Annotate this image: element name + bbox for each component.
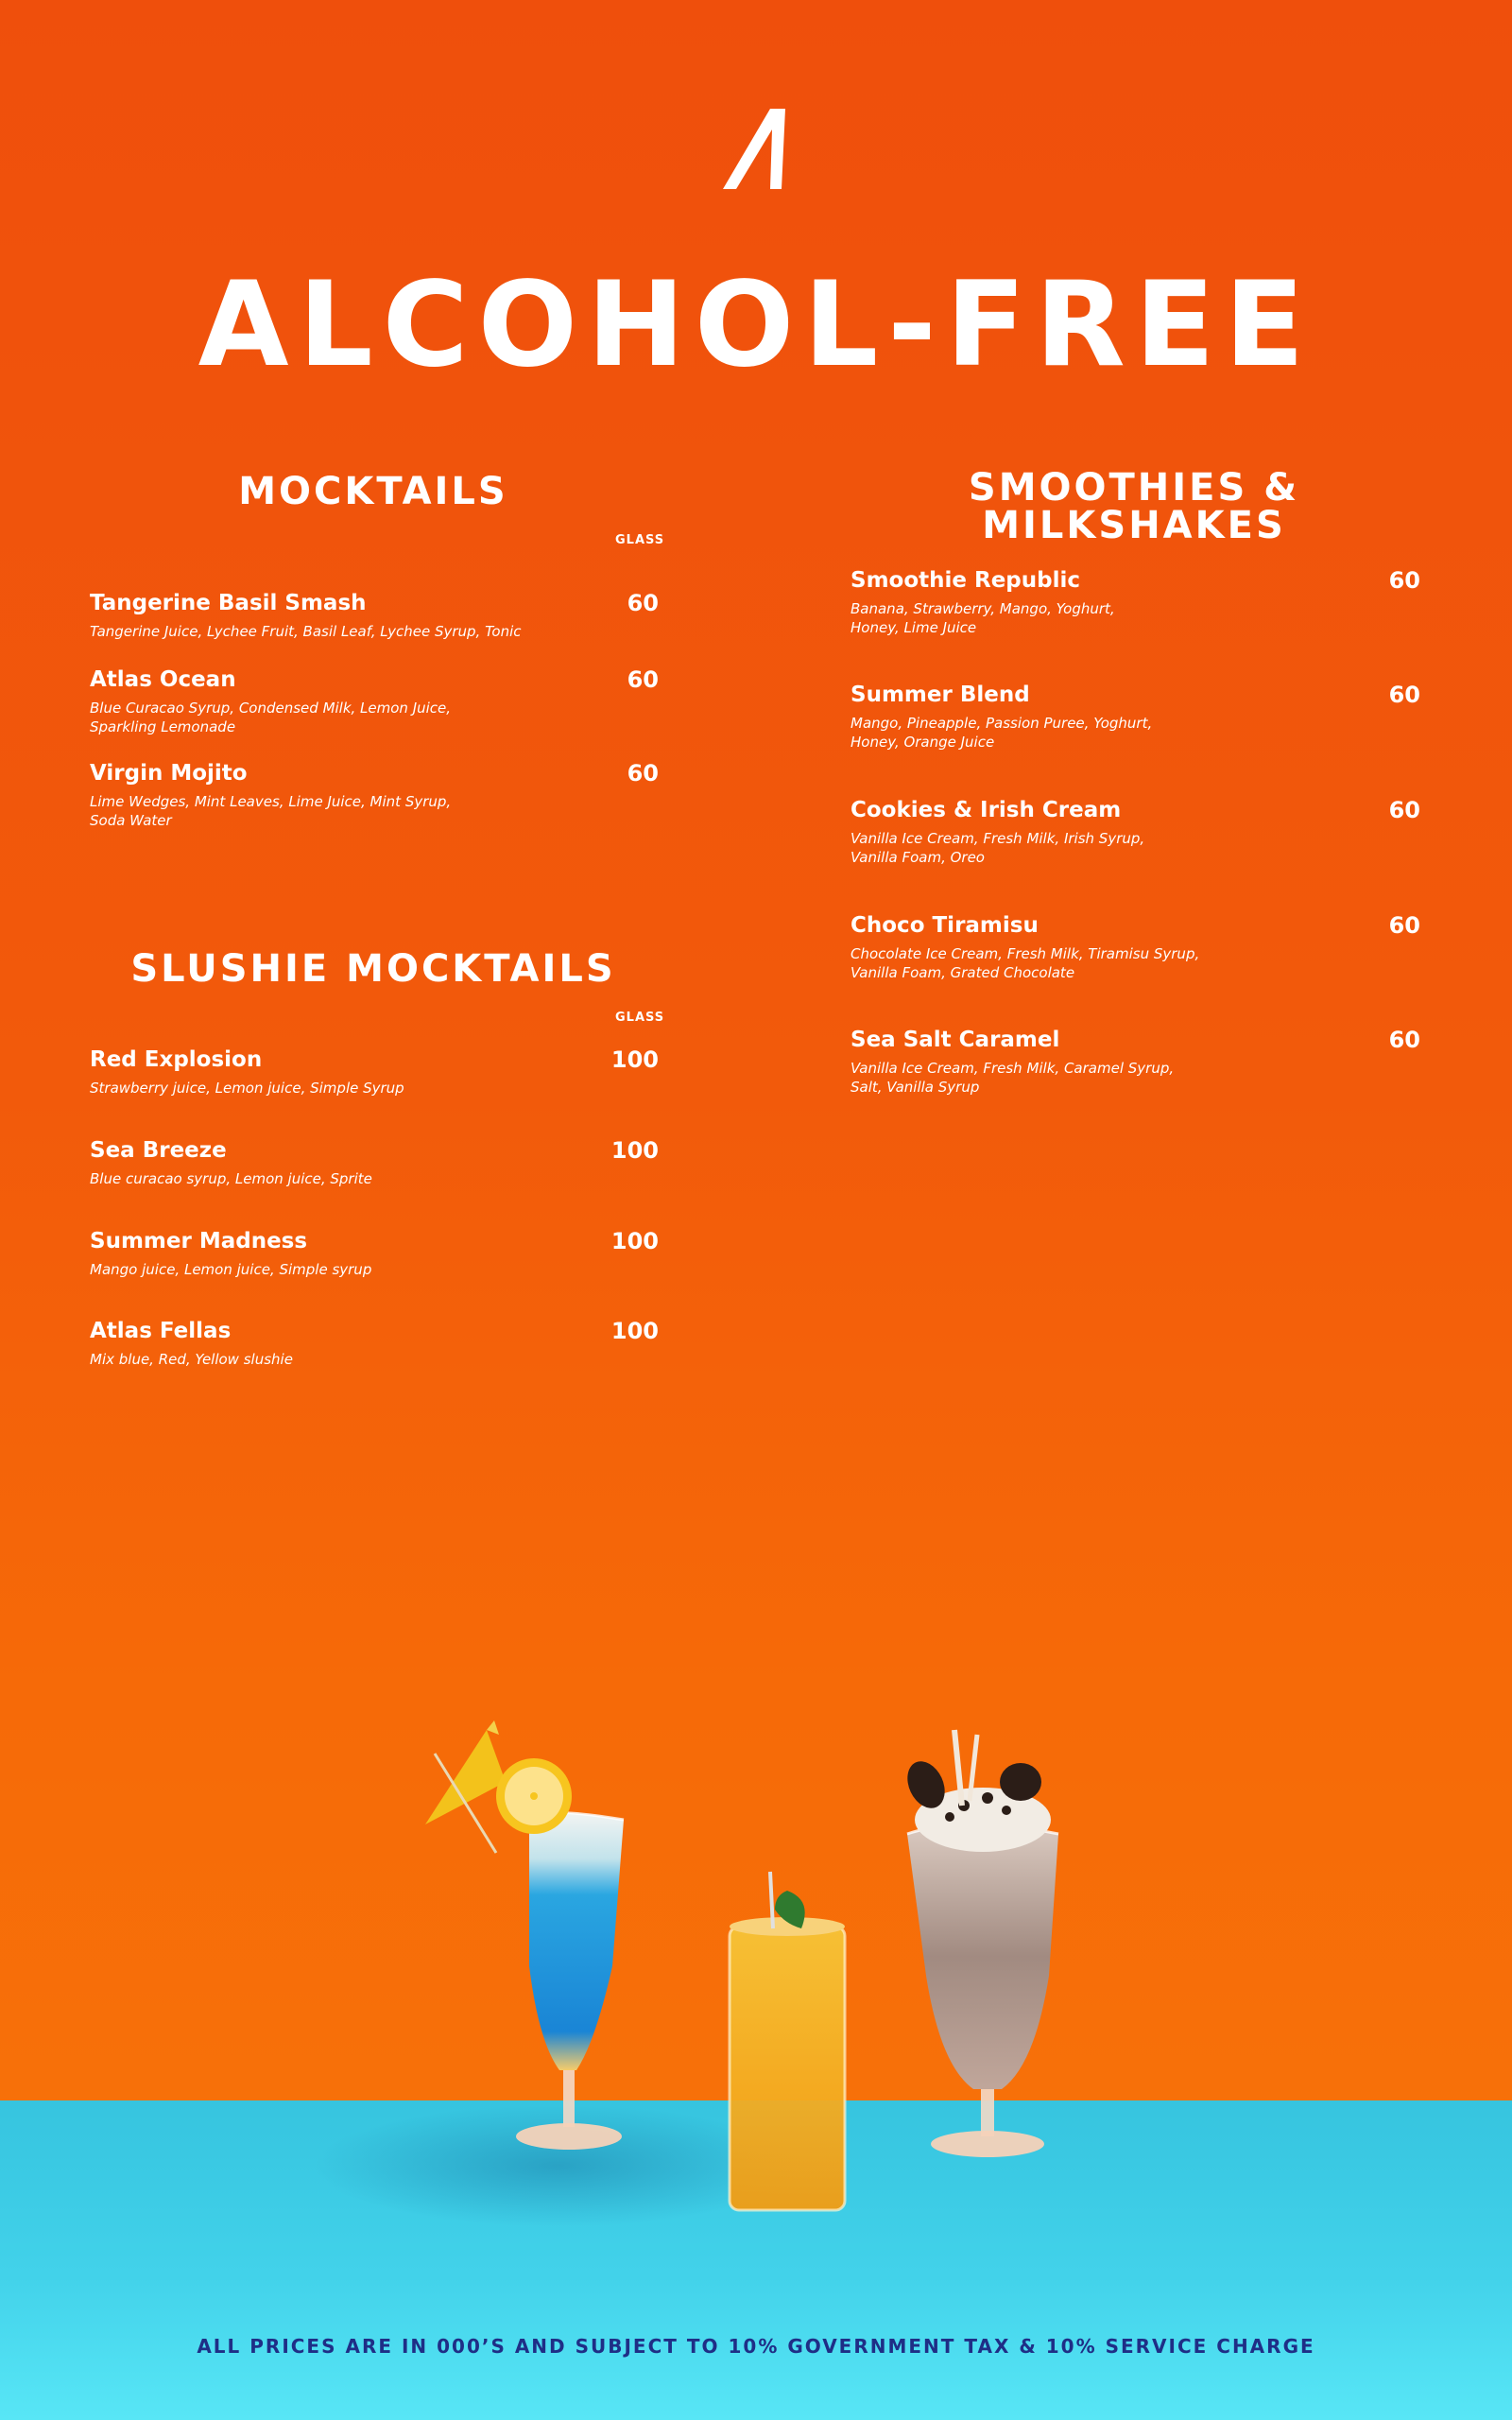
yellow-mocktail-glass [730,1872,845,2210]
item-name: Sea Salt Caramel [850,1028,1060,1052]
item-price: 60 [1388,797,1420,823]
item-description: Banana, Strawberry, Mango, Yoghurt, Honey, Lime Juice [850,600,1115,636]
item-price: 100 [610,1046,659,1073]
menu-item [850,683,1380,752]
item-name: Summer Blend [850,683,1030,707]
item-description: Mix blue, Red, Yellow slushie [90,1351,293,1369]
smoothies-section-title: SMOOTHIES & MILKSHAKES [968,466,1300,547]
slushie-size-label: GLASS [615,1011,665,1025]
menu-item [850,913,1380,982]
item-description: Blue Curacao Syrup, Condensed Milk, Lemon Juice, Sparkling Lemonade [90,700,452,735]
item-name: Red Explosion [90,1047,263,1072]
item-description: Blue curacao syrup, Lemon juice, Sprite [90,1170,372,1188]
item-description: Tangerine Juice, Lychee Fruit, Basil Leaf, Lychee Syrup, Tonic [90,623,522,641]
menu-item [90,1138,619,1189]
item-name: Cookies & Irish Cream [850,798,1122,822]
item-name: Atlas Fellas [90,1319,232,1343]
item-name: Choco Tiramisu [850,913,1039,938]
item-name: Virgin Mojito [90,761,248,786]
milkshake-glass [901,1730,1058,2157]
item-name: Smoothie Republic [850,568,1081,593]
page-title: ALCOHOL-FREE [198,257,1314,393]
item-price: 100 [610,1137,659,1164]
item-name: Summer Madness [90,1229,308,1253]
item-description: Strawberry juice, Lemon juice, Simple Syrup [90,1080,404,1098]
menu-item [850,798,1380,867]
mocktails-size-label: GLASS [615,533,665,547]
item-name: Tangerine Basil Smash [90,591,367,615]
menu-item [90,591,619,642]
atlas-a-logo-icon [723,109,789,189]
item-price: 60 [1388,1027,1420,1053]
item-price: 60 [1388,912,1420,939]
umbrella-garnish-icon [425,1720,506,1853]
pricing-footnote: ALL PRICES ARE IN 000’S AND SUBJECT TO 10% GOVERNMENT TAX & 10% SERVICE CHARGE [197,2335,1315,2358]
item-description: Mango, Pineapple, Passion Puree, Yoghurt, Honey, Orange Juice [850,715,1153,751]
menu-item [90,1229,619,1280]
menu-item [850,1028,1380,1097]
item-name: Sea Breeze [90,1138,227,1163]
menu-item [90,1047,619,1098]
blue-mocktail-glass [496,1758,624,2150]
menu-item [850,568,1380,637]
item-price: 60 [627,760,659,786]
drinks-photo [397,1692,1115,2259]
mocktails-section-title: MOCKTAILS [238,470,508,513]
item-price: 100 [610,1228,659,1254]
item-description: Mango juice, Lemon juice, Simple syrup [90,1261,372,1279]
item-description: Vanilla Ice Cream, Fresh Milk, Irish Syrup, Vanilla Foam, Oreo [850,830,1145,866]
item-price: 60 [1388,567,1420,594]
slushie-section-title: SLUSHIE MOCKTAILS [130,947,616,991]
menu-item [90,761,619,830]
item-description: Lime Wedges, Mint Leaves, Lime Juice, Mint Syrup, Soda Water [90,793,452,829]
item-description: Chocolate Ice Cream, Fresh Milk, Tiramisu Syrup, Vanilla Foam, Grated Chocolate [850,945,1200,981]
item-description: Vanilla Ice Cream, Fresh Milk, Caramel Syrup, Salt, Vanilla Syrup [850,1060,1175,1096]
item-price: 60 [1388,682,1420,708]
item-name: Atlas Ocean [90,667,236,692]
item-price: 100 [610,1318,659,1344]
menu-item [90,1319,619,1370]
item-price: 60 [627,666,659,693]
menu-item [90,667,619,736]
item-price: 60 [627,590,659,616]
